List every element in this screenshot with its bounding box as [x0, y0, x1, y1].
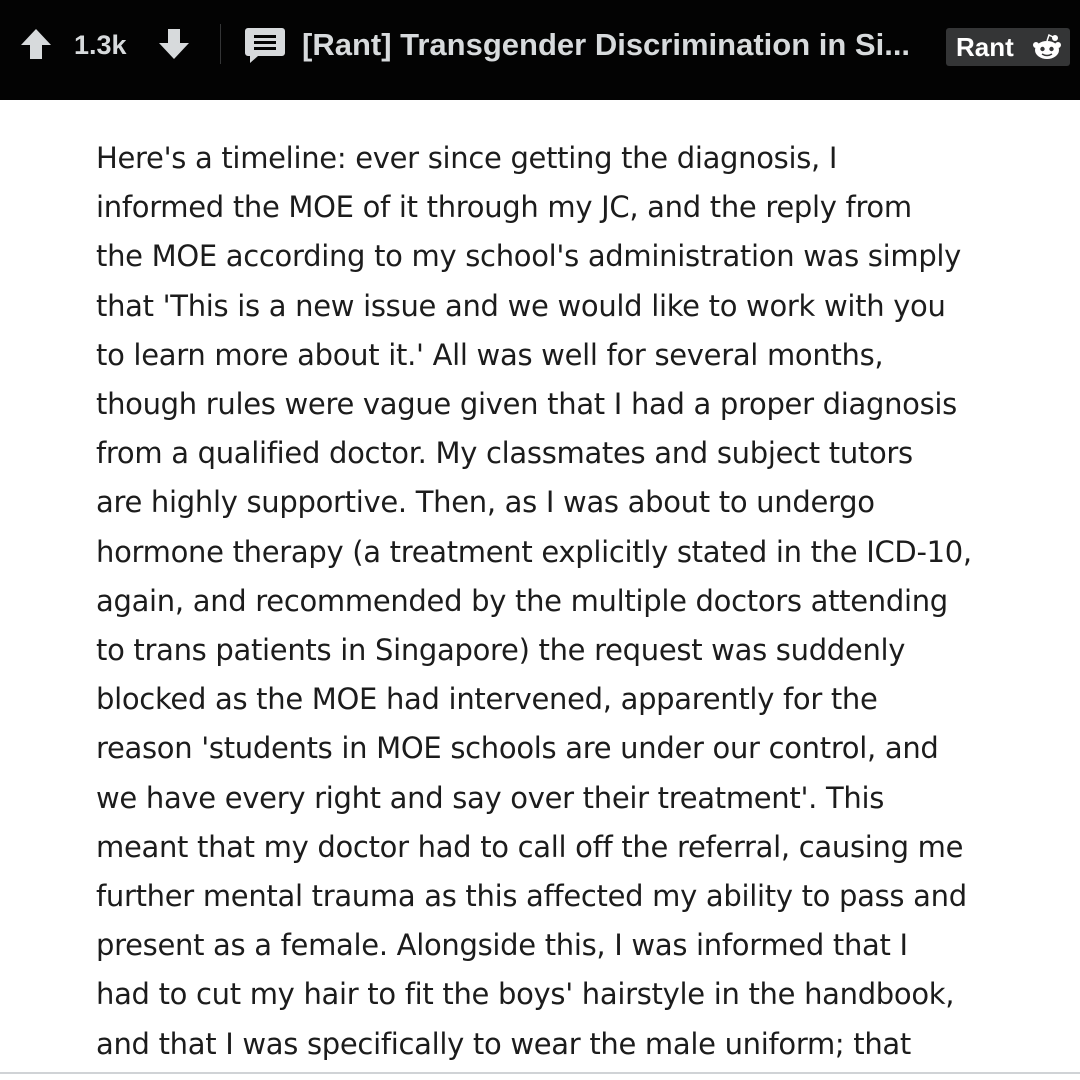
post-line: though rules were vague given that I had a proper diagnosis [96, 387, 957, 422]
post-line: blocked as the MOE had intervened, apparently for the [96, 682, 878, 717]
post-line: the MOE according to my school's administration was simply [96, 239, 962, 274]
post-title[interactable]: [Rant] Transgender Discrimination in Si... [302, 27, 911, 62]
post-line: again, and recommended by the multiple doctors attending [96, 583, 948, 618]
post-line: from a qualified doctor. My classmates and subject tutors [96, 436, 913, 471]
post-line: reason 'students in MOE schools are under our control, and [96, 731, 939, 766]
comment-icon[interactable] [244, 26, 286, 64]
post-line: that 'This is a new issue and we would like to work with you [96, 288, 946, 323]
bottom-divider [0, 1072, 1080, 1074]
post-line: further mental trauma as this affected my ability to pass and [96, 879, 967, 914]
post-flair[interactable] [946, 28, 1070, 66]
downvote-arrow-icon[interactable] [156, 26, 192, 62]
flair-label: Rant [956, 32, 1014, 62]
post-line: meant that my doctor had to call off the referral, causing me [96, 829, 964, 864]
header-divider [220, 24, 221, 64]
post-line: and that I was specifically to wear the male uniform; that [96, 1026, 911, 1061]
post-line: had to cut my hair to fit the boys' hairstyle in the handbook, [96, 977, 955, 1012]
post-line: Here's a timeline: ever since getting the diagnosis, I [96, 141, 838, 175]
reddit-snoo-icon [1032, 33, 1062, 61]
post-line: present as a female. Alongside this, I was informed that I [96, 928, 908, 963]
post-line: to trans patients in Singapore) the request was suddenly [96, 633, 906, 668]
post-line: we have every right and say over their treatment'. This [96, 780, 885, 815]
post-header-bar [0, 0, 1080, 100]
vote-score: 1.3k [74, 30, 127, 60]
post-line: to learn more about it.' All was well for several months, [96, 337, 884, 372]
post-line: informed the MOE of it through my JC, and the reply from [96, 190, 912, 225]
post-line: are highly supportive. Then, as I was about to undergo [96, 485, 875, 520]
post-body-text [96, 134, 1046, 1069]
post-line: hormone therapy (a treatment explicitly stated in the ICD-10, [96, 534, 972, 569]
upvote-arrow-icon[interactable] [18, 26, 54, 62]
